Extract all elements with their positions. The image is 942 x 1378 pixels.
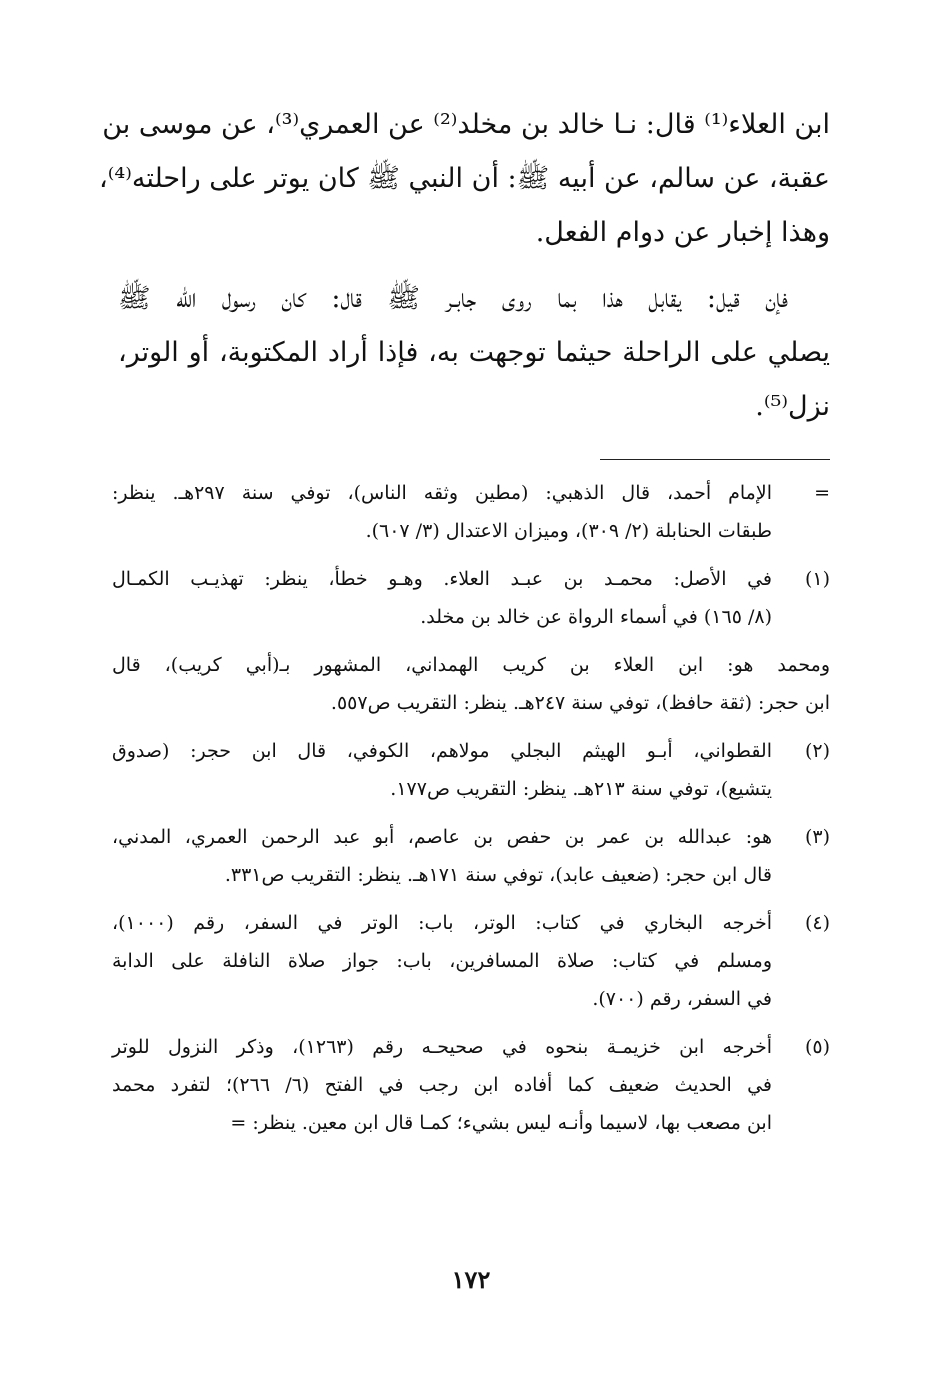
text-line: يصلي على الراحلة حيثما توجهت به، فإذا أراد المكتوبة، أو الوتر،	[118, 337, 830, 368]
footnote-continuation	[112, 474, 830, 550]
page-number: ١٧٢	[451, 1265, 491, 1294]
footnote-line: ابن مصعب بها، لاسيما وأنـه ليس بشيء؛ كمـا قال ابن معين. ينظر: =	[230, 1112, 772, 1134]
footnote-3	[112, 818, 830, 894]
footnote-marker: (٤)	[804, 912, 830, 934]
footnote-line: طبقات الحنابلة (٢/ ٣٠٩)، وميزان الاعتدال (٣/ ٦٠٧).	[365, 520, 772, 542]
footnote-1-extra	[112, 646, 830, 722]
footnote-marker: (٢)	[804, 740, 830, 762]
footnote-marker: (١)	[804, 568, 830, 590]
footnote-1	[112, 560, 830, 636]
text-line: فإن قيل: يقابل هذا بما روى جابـر ﷺ قال: كان رسول الله ﷺ	[118, 283, 788, 314]
footnote-5	[112, 1028, 830, 1142]
text-line: ابن العلاء⁽¹⁾ قال: نـا خالد بن مخلد⁽²⁾ عن العمري⁽³⁾، عن موسى بن	[102, 109, 830, 140]
footnote-line: ابن حجر: (ثقة حافظ)، توفي سنة ٢٤٧هـ. ينظر: التقريب ص٥٥٧.	[330, 692, 830, 714]
footnote-marker: =	[814, 482, 830, 504]
footnote-marker: (٣)	[804, 826, 830, 848]
footnote-line: أخرجه ابن خزيمـة بنحوه في صحيحـه رقم (١٢٦٣)، وذكر النزول للوتر	[112, 1036, 772, 1058]
footnote-2	[112, 732, 830, 808]
paragraph-2	[118, 272, 830, 434]
text-line: وهذا إخبار عن دوام الفعل.	[535, 217, 830, 248]
footnote-line: (٨/ ١٦٥) في أسماء الرواة عن خالد بن مخلد.	[420, 606, 772, 628]
text-line: نزل⁽⁵⁾.	[755, 391, 830, 422]
footnotes-section	[112, 474, 830, 1152]
footnote-line: ومسلم في كتاب: صلاة المسافرين، باب: جواز صلاة النافلة على الدابة	[112, 950, 772, 972]
footnote-line: ومحمد هو: ابن العلاء بن كريب الهمداني، المشهور بـ(أبي كريب)، قال	[112, 654, 830, 676]
footnote-line: قال ابن حجر: (ضعيف عابد)، توفي سنة ١٧١هـ. ينظر: التقريب ص٣٣١.	[224, 864, 772, 886]
footnote-line: يتشيع)، توفي سنة ٢١٣هـ. ينظر: التقريب ص١٧٧.	[390, 778, 772, 800]
footnote-line: في السفر، رقم (٧٠٠).	[592, 988, 772, 1010]
paragraph-gap	[118, 260, 830, 272]
text-line: عقبة، عن سالم، عن أبيه ﷺ: أن النبي ﷺ كان يوتر على راحلته⁽⁴⁾،	[99, 163, 830, 194]
footnote-divider	[600, 459, 830, 460]
footnote-4	[112, 904, 830, 1018]
footnote-line: الإمام أحمد، قال الذهبي: (مطين وثقه الناس)، توفي سنة ٢٩٧هـ. ينظر:	[112, 482, 772, 504]
footnote-line: في الأصل: محمـد بن عبـد العلاء. وهـو خطأ، ينظر: تهذيـب الكمـال	[112, 568, 772, 590]
main-text-block	[99, 98, 830, 434]
paragraph-1	[99, 98, 830, 260]
footnote-line: أخرجه البخاري في كتاب: الوتر، باب: الوتر في السفر، رقم (١٠٠٠)،	[112, 912, 772, 934]
footnote-line: في الحديث ضعيف كما أفاده ابن رجب في الفتح (٦/ ٢٦٦)؛ لتفرد محمد	[112, 1074, 772, 1096]
footnote-line: هو: عبدالله بن عمر بن حفص بن عاصم، أبو عبد الرحمن العمري، المدني،	[112, 826, 772, 848]
footnote-line: القطواني، أبـو الهيثم البجلي مولاهم، الكوفي، قال ابن حجر: (صدوق	[112, 740, 772, 762]
footnote-marker: (٥)	[804, 1036, 830, 1058]
